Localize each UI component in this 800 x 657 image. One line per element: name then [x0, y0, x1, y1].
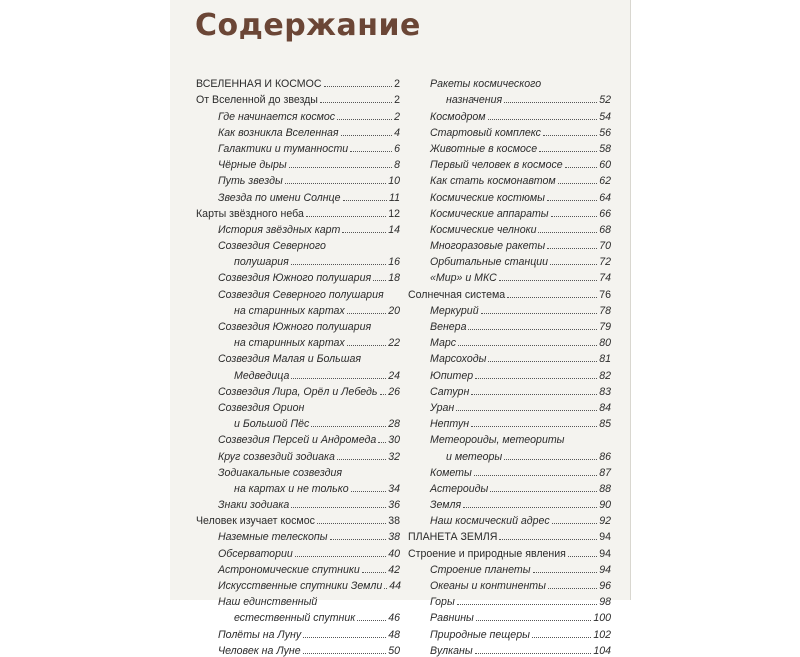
- toc-entry: [408, 349, 611, 365]
- toc-entry-title: Строение планеты: [430, 563, 531, 576]
- toc-entry: [196, 220, 400, 236]
- toc-page-number: 22: [388, 337, 400, 350]
- toc-entry-title: на картах и не только: [234, 482, 349, 495]
- dot-leader: [499, 539, 597, 540]
- toc-page-number: 26: [388, 385, 400, 398]
- dot-leader: [337, 119, 392, 120]
- toc-entry: [196, 155, 400, 171]
- toc-entry: [196, 576, 400, 592]
- toc-entry: [408, 90, 611, 106]
- toc-entry: [408, 527, 611, 543]
- toc-entry-title: Карты звёздного неба: [196, 207, 304, 220]
- toc-entry: [196, 139, 400, 155]
- toc-entry-title: назначения: [446, 94, 503, 107]
- toc-entry-title: Созвездия Южного полушария: [218, 272, 372, 285]
- toc-entry: [196, 236, 400, 252]
- toc-page-number: 10: [388, 175, 400, 188]
- toc-entry-title: Орбитальные станции: [430, 256, 549, 269]
- toc-entry-title: Строение и природные явления: [408, 547, 566, 560]
- toc-entry: [196, 365, 400, 381]
- dot-leader: [378, 442, 386, 443]
- toc-page-number: 11: [389, 191, 400, 204]
- toc-entry-title: Марс: [430, 337, 457, 350]
- dot-leader: [504, 102, 597, 103]
- dot-leader: [504, 459, 597, 460]
- dot-leader: [291, 264, 386, 265]
- toc-page-number: 56: [599, 126, 611, 139]
- toc-entry: [408, 204, 611, 220]
- dot-leader: [289, 167, 392, 168]
- toc-entry-title: Астрономические спутники: [218, 563, 360, 576]
- toc-entry-title: Юпитер: [430, 369, 474, 382]
- toc-entry: [196, 608, 400, 624]
- toc-entry-title: Марсоходы: [430, 353, 487, 366]
- toc-page-number: 100: [593, 612, 611, 625]
- toc-entry-title: Стартовый комплекс: [430, 126, 541, 139]
- toc-entry: [408, 479, 611, 495]
- dot-leader: [474, 475, 597, 476]
- dot-leader: [547, 248, 597, 249]
- toc-entry-title: Зодиакальные созвездия: [218, 466, 343, 479]
- dot-leader: [490, 491, 597, 492]
- toc-page-number: 16: [388, 256, 400, 269]
- dot-leader: [306, 216, 386, 217]
- toc-page-number: 2: [394, 78, 400, 91]
- dot-leader: [543, 135, 597, 136]
- toc-page-number: 64: [599, 191, 611, 204]
- toc-page-number: 104: [593, 644, 611, 657]
- dot-leader: [488, 119, 598, 120]
- dot-leader: [317, 523, 386, 524]
- toc-entry: [196, 284, 400, 300]
- dot-leader: [341, 135, 393, 136]
- toc-entry-title: Путь звезды: [218, 175, 283, 188]
- toc-entry: [408, 641, 611, 657]
- toc-entry-title: Искусственные спутники Земли: [218, 580, 383, 592]
- toc-entry-title: Горы: [430, 596, 455, 609]
- toc-page-number: 58: [599, 142, 611, 155]
- toc-page-number: 102: [593, 628, 611, 641]
- dot-leader: [552, 523, 598, 524]
- toc-entry-title: История звёздных карт: [218, 223, 341, 236]
- toc-entry-title: Космические костюмы: [430, 191, 545, 204]
- dot-leader: [457, 604, 597, 605]
- toc-entry: [408, 187, 611, 203]
- toc-page-number: 66: [599, 207, 611, 220]
- dot-leader: [471, 394, 597, 395]
- toc-page-number: 60: [599, 159, 611, 172]
- dot-leader: [568, 556, 597, 557]
- toc-entry: [196, 349, 400, 365]
- dot-leader: [295, 556, 386, 557]
- toc-entry: [408, 398, 611, 414]
- toc-page-number: 72: [599, 256, 611, 269]
- dot-leader: [303, 637, 386, 638]
- toc-page-number: 2: [394, 110, 400, 123]
- dot-leader: [303, 653, 387, 654]
- dot-leader: [347, 345, 386, 346]
- toc-page-number: 90: [599, 499, 611, 512]
- toc-page-number: 6: [394, 142, 400, 155]
- toc-page-number: 8: [394, 159, 400, 172]
- dot-leader: [285, 183, 386, 184]
- toc-entry: [408, 106, 611, 122]
- toc-entry: [196, 446, 400, 462]
- toc-entry-title: Медведица: [234, 369, 290, 382]
- toc-entry: [408, 301, 611, 317]
- toc-entry-title: Первый человек в космосе: [430, 159, 563, 172]
- dot-leader: [362, 572, 386, 573]
- toc-page-number: 30: [388, 434, 400, 447]
- toc-page-number: 78: [599, 304, 611, 317]
- dot-leader: [320, 102, 392, 103]
- toc-entry: [196, 106, 400, 122]
- toc-entry-title: Человек на Луне: [218, 644, 301, 657]
- toc-entry-title: Чёрные дыры: [218, 159, 287, 172]
- toc-page-number: 96: [599, 580, 611, 592]
- toc-entry: [196, 268, 400, 284]
- toc-page-number: 86: [599, 450, 611, 463]
- toc-entry: [196, 382, 400, 398]
- toc-entry-title: Наш единственный: [218, 596, 318, 609]
- toc-entry-title: на старинных картах: [234, 304, 345, 317]
- dot-leader: [471, 426, 597, 427]
- toc-entry-title: Ракеты космического: [430, 78, 542, 91]
- toc-entry: [408, 463, 611, 479]
- toc-entry: [408, 576, 611, 592]
- toc-entry: [408, 123, 611, 139]
- toc-entry-title: Созвездия Орион: [218, 401, 305, 414]
- dot-leader: [507, 297, 597, 298]
- toc-page-number: 2: [394, 94, 400, 107]
- toc-entry: [196, 333, 400, 349]
- dot-leader: [481, 313, 598, 314]
- toc-page-number: 74: [599, 272, 611, 285]
- toc-entry: [196, 495, 400, 511]
- toc-entry-title: Полёты на Луну: [218, 628, 302, 641]
- toc-entry: [196, 123, 400, 139]
- dot-leader: [330, 539, 387, 540]
- toc-page-number: 88: [599, 482, 611, 495]
- toc-page-number: 4: [394, 126, 400, 139]
- dot-leader: [533, 572, 598, 573]
- toc-entry-title: Венера: [430, 321, 467, 333]
- toc-entry-title: ВСЕЛЕННАЯ И КОСМОС: [196, 78, 322, 91]
- dot-leader: [558, 183, 598, 184]
- toc-entry: [196, 252, 400, 268]
- dot-leader: [539, 151, 597, 152]
- toc-entry-title: Солнечная система: [408, 288, 506, 301]
- toc-entry: [196, 204, 400, 220]
- toc-entry-title: Космические челноки: [430, 223, 537, 236]
- dot-leader: [550, 264, 597, 265]
- toc-entry: [196, 624, 400, 640]
- toc-entry-title: естественный спутник: [234, 612, 356, 625]
- toc-page-number: 76: [599, 288, 611, 301]
- toc-left-column: [196, 74, 400, 657]
- dot-leader: [476, 620, 591, 621]
- toc-entry-title: Как стать космонавтом: [430, 175, 556, 188]
- toc-page-number: 40: [388, 547, 400, 560]
- toc-entry-title: Природные пещеры: [430, 628, 530, 641]
- toc-page-number: 24: [388, 369, 400, 382]
- toc-entry: [408, 74, 611, 90]
- toc-entry-title: Где начинается космос: [218, 110, 336, 123]
- dot-leader: [538, 232, 597, 233]
- toc-entry: [408, 495, 611, 511]
- toc-entry-title: Океаны и континенты: [430, 580, 546, 592]
- toc-entry-title: Знаки зодиака: [218, 499, 290, 512]
- toc-entry-title: Созвездия Северного полушария: [218, 288, 384, 301]
- toc-entry-title: Наш космический адрес: [430, 515, 550, 528]
- toc-entry: [196, 74, 400, 90]
- toc-page-number: 42: [388, 563, 400, 576]
- toc-page-number: 79: [599, 321, 611, 333]
- toc-entry: [408, 543, 611, 559]
- dot-leader: [458, 345, 597, 346]
- dot-leader: [463, 507, 597, 508]
- toc-entry: [196, 301, 400, 317]
- toc-entry: [408, 284, 611, 300]
- toc-page-number: 12: [388, 207, 400, 220]
- toc-page-number: 46: [388, 612, 400, 625]
- page-title: Содержание: [195, 8, 421, 43]
- toc-entry-title: Астероиды: [430, 482, 489, 495]
- dot-leader: [532, 637, 591, 638]
- dot-leader: [380, 394, 387, 395]
- toc-page-number: 94: [599, 563, 611, 576]
- dot-leader: [475, 653, 592, 654]
- toc-entry: [196, 398, 400, 414]
- toc-entry-title: Космические аппараты: [430, 207, 549, 220]
- toc-entry: [196, 171, 400, 187]
- dot-leader: [350, 151, 392, 152]
- toc-page-number: 34: [388, 482, 400, 495]
- toc-page-number: 87: [599, 466, 611, 479]
- toc-entry-title: Нептун: [430, 418, 470, 431]
- toc-entry: [408, 365, 611, 381]
- toc-entry: [196, 511, 400, 527]
- toc-entry: [196, 479, 400, 495]
- toc-entry: [196, 527, 400, 543]
- toc-entry: [196, 187, 400, 203]
- toc-entry: [196, 414, 400, 430]
- toc-entry: [408, 268, 611, 284]
- dot-leader: [311, 426, 386, 427]
- toc-entry-title: Уран: [430, 401, 455, 414]
- toc-entry: [408, 220, 611, 236]
- toc-entry: [408, 236, 611, 252]
- toc-entry-title: Круг созвездий зодиака: [218, 450, 335, 463]
- toc-entry-title: «Мир» и МКС: [430, 272, 497, 285]
- dot-leader: [565, 167, 598, 168]
- toc-page-number: 52: [599, 94, 611, 107]
- toc-page-number: 81: [599, 353, 611, 366]
- toc-entry-title: Человек изучает космос: [196, 515, 315, 528]
- toc-page-number: 38: [388, 515, 400, 528]
- toc-page-number: 94: [599, 531, 611, 544]
- toc-entry-title: Галактики и туманности: [218, 142, 349, 155]
- toc-entry: [408, 608, 611, 624]
- toc-page-number: 36: [388, 499, 400, 512]
- dot-leader: [337, 459, 386, 460]
- toc-entry-title: Космодром: [430, 110, 486, 123]
- dot-leader: [547, 200, 597, 201]
- toc-entry-title: Как возникла Вселенная: [218, 126, 339, 139]
- toc-entry: [196, 430, 400, 446]
- toc-entry: [408, 171, 611, 187]
- dot-leader: [351, 491, 387, 492]
- toc-entry-title: Земля: [430, 499, 462, 512]
- toc-page-number: 54: [599, 110, 611, 123]
- toc-page-number: 80: [599, 337, 611, 350]
- toc-entry-title: Созвездия Персей и Андромеда: [218, 434, 377, 447]
- toc-page-number: 92: [599, 515, 611, 528]
- dot-leader: [468, 329, 597, 330]
- toc-entry-title: Кометы: [430, 466, 472, 479]
- toc-entry-title: Меркурий: [430, 304, 479, 317]
- toc-page-number: 32: [388, 450, 400, 463]
- toc-entry-title: Равнины: [430, 612, 474, 625]
- toc-page-number: 83: [599, 385, 611, 398]
- dot-leader: [456, 410, 597, 411]
- dot-leader: [373, 280, 386, 281]
- toc-entry: [196, 90, 400, 106]
- dot-leader: [347, 313, 386, 314]
- toc-page-number: 20: [388, 304, 400, 317]
- toc-entry-title: Созвездия Лира, Орёл и Лебедь: [218, 385, 378, 398]
- toc-entry-title: полушария: [234, 256, 289, 269]
- toc-entry-title: Обсерватории: [218, 547, 293, 560]
- toc-entry: [408, 430, 611, 446]
- toc-entry: [408, 155, 611, 171]
- dot-leader: [475, 378, 597, 379]
- toc-entry: [408, 560, 611, 576]
- toc-entry-title: ПЛАНЕТА ЗЕМЛЯ: [408, 531, 498, 544]
- toc-entry: [408, 139, 611, 155]
- toc-page-number: 68: [599, 223, 611, 236]
- toc-entry-title: Животные в космосе: [430, 142, 538, 155]
- toc-entry-title: Звезда по имени Солнце: [218, 191, 341, 204]
- toc-entry: [196, 463, 400, 479]
- toc-entry-title: Вулканы: [430, 644, 473, 657]
- toc-right-column: [408, 74, 611, 657]
- toc-page-number: 98: [599, 596, 611, 609]
- toc-entry: [196, 560, 400, 576]
- dot-leader: [488, 361, 597, 362]
- dot-leader: [342, 232, 386, 233]
- toc-page-number: 44: [389, 580, 402, 592]
- toc-entry-title: От Вселенной до звезды: [196, 94, 318, 107]
- toc-page-number: 82: [599, 369, 611, 382]
- toc-entry: [196, 592, 400, 608]
- toc-page-number: 38: [388, 531, 400, 544]
- toc-entry-title: и метеоры: [446, 450, 503, 463]
- toc-entry-title: Многоразовые ракеты: [430, 240, 546, 253]
- dot-leader: [551, 216, 598, 217]
- toc-page-number: 50: [388, 644, 400, 657]
- toc-entry: [408, 333, 611, 349]
- dot-leader: [291, 507, 386, 508]
- toc-entry-title: на старинных картах: [234, 337, 345, 350]
- toc-entry: [408, 382, 611, 398]
- dot-leader: [499, 280, 597, 281]
- toc-entry: [408, 511, 611, 527]
- dot-leader: [343, 200, 387, 201]
- toc-page-number: 62: [599, 175, 611, 188]
- toc-entry-title: Наземные телескопы: [218, 531, 328, 544]
- toc-entry: [408, 446, 611, 462]
- dot-leader: [324, 86, 393, 87]
- toc-entry-title: Созвездия Южного полушария: [218, 321, 372, 333]
- dot-leader: [548, 588, 597, 589]
- toc-page-number: 84: [599, 401, 611, 414]
- toc-entry-title: Сатурн: [430, 385, 470, 398]
- toc-entry-title: Метеороиды, метеориты: [430, 434, 565, 447]
- toc-entry: [196, 317, 400, 333]
- toc-entry: [408, 317, 611, 333]
- toc-page-number: 14: [388, 223, 400, 236]
- toc-entry: [408, 414, 611, 430]
- toc-page-number: 18: [388, 272, 400, 285]
- toc-entry: [408, 592, 611, 608]
- toc-entry: [408, 252, 611, 268]
- toc-entry: [196, 543, 400, 559]
- dot-leader: [384, 588, 387, 589]
- toc-entry: [408, 624, 611, 640]
- toc-page-number: 28: [388, 418, 400, 431]
- toc-entry-title: Созвездия Малая и Большая: [218, 353, 362, 366]
- dot-leader: [291, 378, 386, 379]
- toc-entry-title: и Большой Пёс: [234, 418, 310, 431]
- toc-page-number: 85: [599, 418, 611, 431]
- dot-leader: [357, 620, 386, 621]
- toc-page-number: 48: [388, 628, 400, 641]
- toc-entry: [196, 641, 400, 657]
- toc-page-number: 94: [599, 547, 611, 560]
- toc-entry-title: Созвездия Северного: [218, 240, 326, 253]
- toc-page-number: 70: [599, 240, 611, 253]
